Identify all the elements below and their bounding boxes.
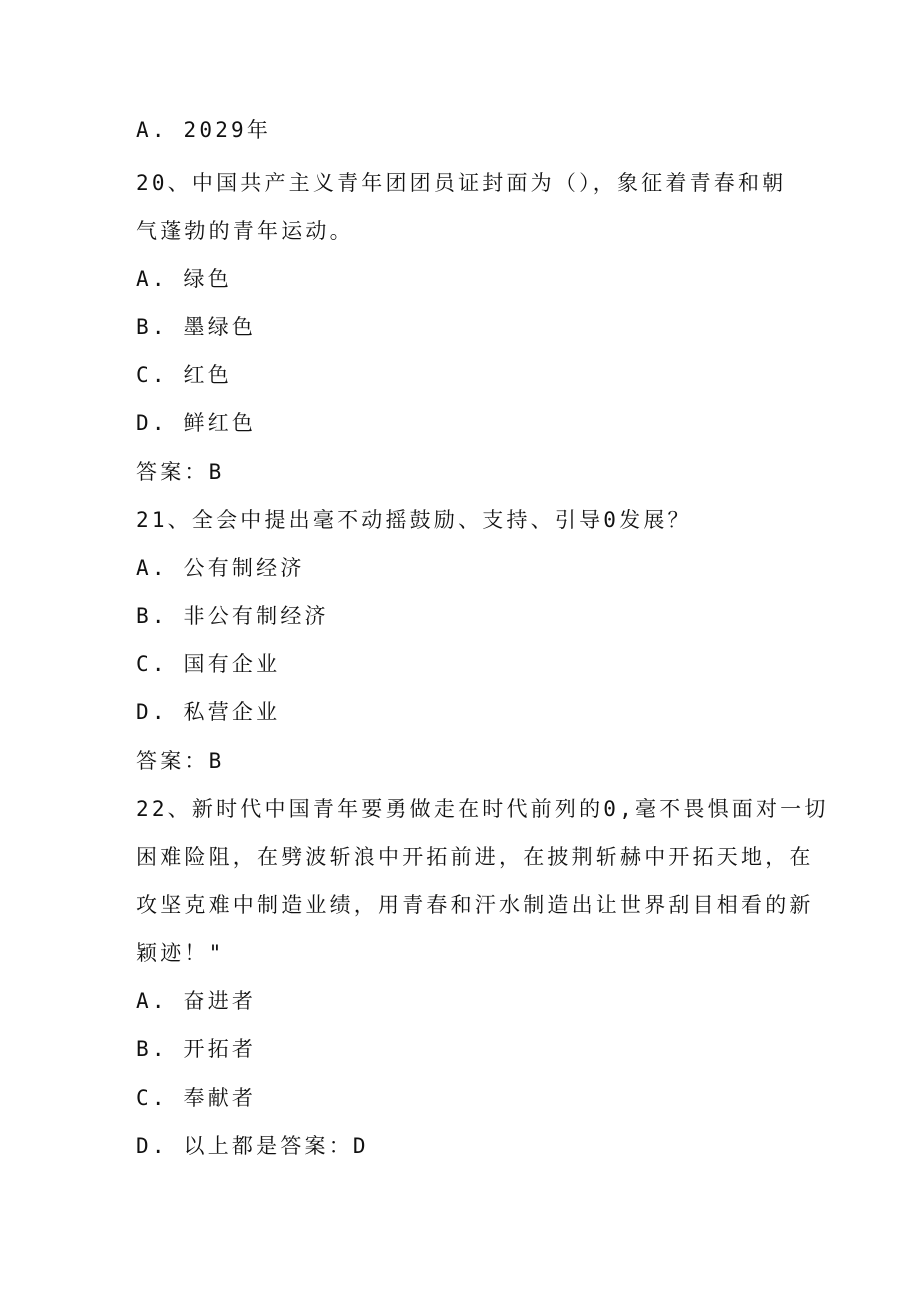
option-19-a: A. 2029年 <box>136 118 272 142</box>
option-21-d: D. 私营企业 <box>136 700 281 724</box>
question-21: 21、全会中提出毫不动摇鼓励、支持、引导0发展？ <box>136 508 692 532</box>
question-22-line-4: 颖迹！" <box>136 941 225 965</box>
answer-21: 答案：B <box>136 749 225 773</box>
option-21-c: C. 国有企业 <box>136 652 281 676</box>
question-20-line-2: 气蓬勃的青年运动。 <box>136 219 354 243</box>
option-20-a: A. 绿色 <box>136 267 232 291</box>
option-20-d: D. 鲜红色 <box>136 411 257 435</box>
answer-20: 答案：B <box>136 460 225 484</box>
option-21-b: B. 非公有制经济 <box>136 604 329 628</box>
option-20-c: C. 红色 <box>136 363 232 387</box>
option-22-d-answer: D. 以上都是答案：D <box>136 1134 369 1158</box>
option-22-a: A. 奋进者 <box>136 989 257 1013</box>
option-20-b: B. 墨绿色 <box>136 315 257 339</box>
question-22-line-3: 攻坚克难中制造业绩，用青春和汗水制造出让世界刮目相看的新 <box>136 893 814 917</box>
question-22-line-2: 困难险阻，在劈波斩浪中开拓前进，在披荆斩赫中开拓天地，在 <box>136 845 814 869</box>
option-22-b: B. 开拓者 <box>136 1037 257 1061</box>
question-22-line-1: 22、新时代中国青年要勇做走在时代前列的0,毫不畏惧面对一切 <box>136 797 829 821</box>
option-21-a: A. 公有制经济 <box>136 556 305 580</box>
question-20-line-1: 20、中国共产主义青年团团员证封面为（），象征着青春和朝 <box>136 171 787 195</box>
option-22-c: C. 奉献者 <box>136 1086 257 1110</box>
